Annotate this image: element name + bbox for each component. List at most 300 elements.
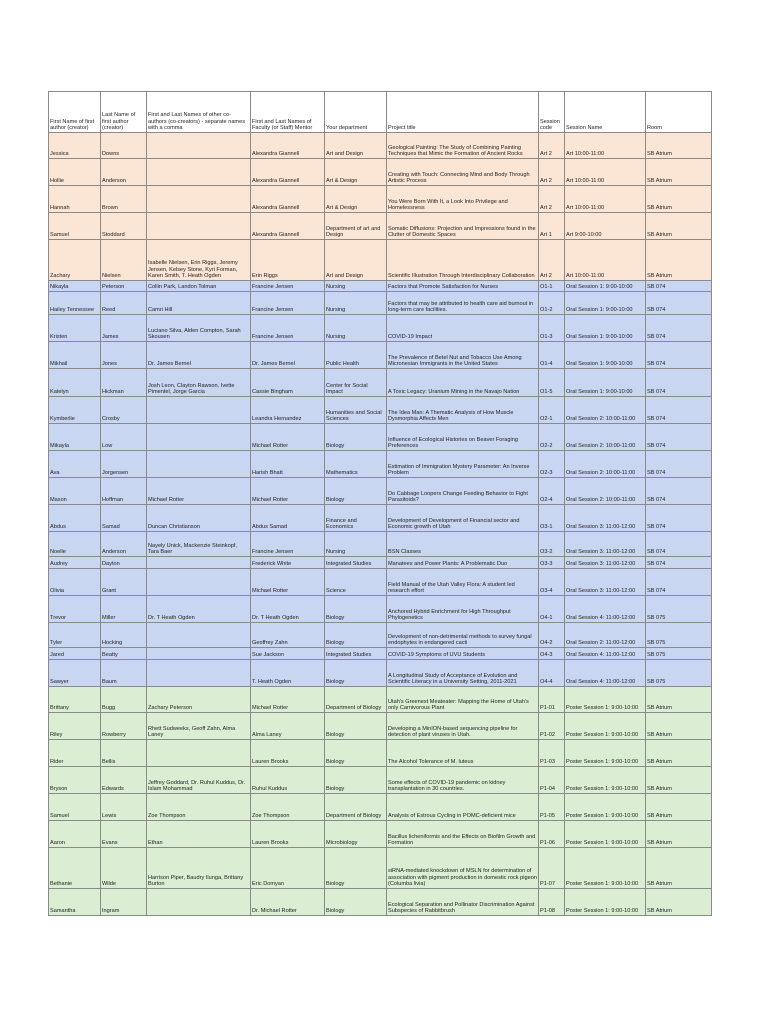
header-session-name: Session Name xyxy=(565,92,646,133)
first-name-cell: Mikayla xyxy=(49,424,101,451)
session-code-cell: O1-3 xyxy=(539,315,565,342)
table-row xyxy=(49,133,712,159)
session-name-cell: Oral Session 2: 10:00-11:00 xyxy=(565,397,646,424)
mentor-cell: Alexandra Giannell xyxy=(251,133,325,159)
department-cell: Biology xyxy=(325,889,387,916)
first-name-cell: Trevor xyxy=(49,596,101,623)
mentor-cell: Lauren Brooks xyxy=(251,821,325,848)
table-row xyxy=(49,794,712,821)
mentor-cell: Dr. T Heath Ogden xyxy=(251,596,325,623)
session-name-cell: Poster Session 1: 9:00-10:00 xyxy=(565,848,646,889)
project-title-cell: Manatees and Power Plants: A Problematic Duo xyxy=(387,557,539,569)
first-name-cell: Jared xyxy=(49,648,101,660)
table-body xyxy=(49,133,712,916)
session-name-cell: Art 10:00-11:00 xyxy=(565,159,646,186)
project-title-cell: COVID-19 Symptoms of UVU Students xyxy=(387,648,539,660)
mentor-cell: Sue Jackson xyxy=(251,648,325,660)
session-name-cell: Art 10:00-11:00 xyxy=(565,133,646,159)
session-code-cell: Art 2 xyxy=(539,159,565,186)
coauthors-cell xyxy=(147,451,251,478)
coauthors-cell xyxy=(147,648,251,660)
session-code-cell: O1-5 xyxy=(539,369,565,397)
project-title-cell: Do Cabbage Loopers Change Feeding Behavior to Fight Parasitoids? xyxy=(387,478,539,505)
project-title-cell: The Prevalence of Betel Nut and Tobacco Use Among Micronesian Immigrants in the United States xyxy=(387,342,539,369)
last-name-cell: Baum xyxy=(101,660,147,687)
room-cell: SB Atrium xyxy=(646,740,712,767)
table-row xyxy=(49,478,712,505)
session-code-cell: Art 1 xyxy=(539,213,565,240)
last-name-cell: Samad xyxy=(101,505,147,532)
room-cell: SB 075 xyxy=(646,596,712,623)
mentor-cell: Alexandra Giannell xyxy=(251,213,325,240)
last-name-cell: Beatty xyxy=(101,648,147,660)
last-name-cell: Low xyxy=(101,424,147,451)
session-name-cell: Oral Session 3: 11:00-12:00 xyxy=(565,557,646,569)
department-cell: Humanities and Social Sciences xyxy=(325,397,387,424)
project-title-cell: siRNA-mediated knockdown of MSLN for determination of association with pigment production in domestic rock pigeon (Columba livia) xyxy=(387,848,539,889)
mentor-cell: Alexandra Giannell xyxy=(251,186,325,213)
room-cell: SB Atrium xyxy=(646,767,712,794)
table-row xyxy=(49,848,712,889)
session-name-cell: Oral Session 2: 11:00-12:00 xyxy=(565,623,646,648)
coauthors-cell xyxy=(147,213,251,240)
coauthors-cell xyxy=(147,159,251,186)
session-name-cell: Oral Session 4: 11:00-12:00 xyxy=(565,648,646,660)
mentor-cell: Cassie Bingham xyxy=(251,369,325,397)
project-title-cell: Creating with Touch: Connecting Mind and Body Through Artistic Process xyxy=(387,159,539,186)
session-name-cell: Oral Session 1: 9:00-10:00 xyxy=(565,281,646,292)
session-code-cell: O3-2 xyxy=(539,532,565,557)
spreadsheet xyxy=(48,91,712,916)
project-title-cell: Influence of Ecological Histories on Beaver Foraging Preferences xyxy=(387,424,539,451)
presentation-schedule-table xyxy=(48,91,712,916)
last-name-cell: Reed xyxy=(101,292,147,315)
project-title-cell: Some effects of COVID-19 pandemic on kidney transplantation in 30 countries. xyxy=(387,767,539,794)
last-name-cell: Rowberry xyxy=(101,713,147,740)
department-cell: Biology xyxy=(325,660,387,687)
last-name-cell: Wilde xyxy=(101,848,147,889)
last-name-cell: Bugg xyxy=(101,687,147,713)
room-cell: SB 074 xyxy=(646,505,712,532)
department-cell: Biology xyxy=(325,596,387,623)
room-cell: SB 075 xyxy=(646,648,712,660)
header-coauthors: First and Last Names of other co-authors (co-creators) - separate names with a comma xyxy=(147,92,251,133)
table-row xyxy=(49,240,712,281)
coauthors-cell: Dr. James Bernel xyxy=(147,342,251,369)
first-name-cell: Hollie xyxy=(49,159,101,186)
table-row xyxy=(49,557,712,569)
table-row xyxy=(49,159,712,186)
last-name-cell: Crosby xyxy=(101,397,147,424)
department-cell: Nursing xyxy=(325,315,387,342)
session-name-cell: Oral Session 3: 11:00-12:00 xyxy=(565,532,646,557)
project-title-cell: A Longitudinal Study of Acceptance of Evolution and Scientific Literacy in a University Setting, 2011-2021 xyxy=(387,660,539,687)
mentor-cell: Francine Jensen xyxy=(251,281,325,292)
mentor-cell: T. Heath Ogden xyxy=(251,660,325,687)
project-title-cell: Utah's Greenest Meateater: Mapping the Home of Utah's only Carnivorous Plant xyxy=(387,687,539,713)
department-cell: Biology xyxy=(325,848,387,889)
session-name-cell: Poster Session 1: 9:00-10:00 xyxy=(565,794,646,821)
first-name-cell: Hannah xyxy=(49,186,101,213)
coauthors-cell: Isabelle Nielsen, Erin Riggs, Jeremy Jensen, Kelsey Stone, Kyri Forman, Karen Smith, T. Heath Ogden xyxy=(147,240,251,281)
first-name-cell: Zachary xyxy=(49,240,101,281)
session-code-cell: O4-2 xyxy=(539,623,565,648)
coauthors-cell: Michael Rotter xyxy=(147,478,251,505)
mentor-cell: Michael Rotter xyxy=(251,478,325,505)
coauthors-cell: Duncan Christianson xyxy=(147,505,251,532)
first-name-cell: Nikayla xyxy=(49,281,101,292)
first-name-cell: Samuel xyxy=(49,794,101,821)
session-code-cell: P1-03 xyxy=(539,740,565,767)
department-cell: Nursing xyxy=(325,281,387,292)
last-name-cell: Nielsen xyxy=(101,240,147,281)
coauthors-cell xyxy=(147,133,251,159)
session-name-cell: Oral Session 2: 10:00-11:00 xyxy=(565,478,646,505)
room-cell: SB 074 xyxy=(646,281,712,292)
coauthors-cell xyxy=(147,660,251,687)
room-cell: SB 074 xyxy=(646,397,712,424)
coauthors-cell: Nayely Unick, Mackenzie Steinkopf, Tara Baer xyxy=(147,532,251,557)
first-name-cell: Brittany xyxy=(49,687,101,713)
department-cell: Integrated Studies xyxy=(325,557,387,569)
mentor-cell: Lauren Brooks xyxy=(251,740,325,767)
last-name-cell: Evans xyxy=(101,821,147,848)
mentor-cell: Dr. James Bernel xyxy=(251,342,325,369)
table-row xyxy=(49,623,712,648)
department-cell: Art and Design xyxy=(325,240,387,281)
session-name-cell: Poster Session 1: 9:00-10:00 xyxy=(565,821,646,848)
mentor-cell: Francine Jensen xyxy=(251,292,325,315)
room-cell: SB Atrium xyxy=(646,186,712,213)
department-cell: Mathematics xyxy=(325,451,387,478)
room-cell: SB 074 xyxy=(646,342,712,369)
department-cell: Nursing xyxy=(325,292,387,315)
department-cell: Biology xyxy=(325,713,387,740)
first-name-cell: Mikhail xyxy=(49,342,101,369)
coauthors-cell xyxy=(147,557,251,569)
project-title-cell: Factors that may be attributed to health care aid burnout in long-term care facilities. xyxy=(387,292,539,315)
mentor-cell: Dr. Michael Rotter xyxy=(251,889,325,916)
room-cell: SB Atrium xyxy=(646,159,712,186)
mentor-cell: Alexandra Giannell xyxy=(251,159,325,186)
session-name-cell: Art 10:00-11:00 xyxy=(565,240,646,281)
room-cell: SB 075 xyxy=(646,623,712,648)
project-title-cell: Estimation of Immigration Mystery Parameter: An Inverse Problem xyxy=(387,451,539,478)
table-row xyxy=(49,889,712,916)
mentor-cell: Harish Bhatt xyxy=(251,451,325,478)
first-name-cell: Olivia xyxy=(49,569,101,596)
session-code-cell: O3-1 xyxy=(539,505,565,532)
department-cell: Biology xyxy=(325,623,387,648)
coauthors-cell: Camri Hill xyxy=(147,292,251,315)
session-name-cell: Oral Session 4: 11:00-12:00 xyxy=(565,596,646,623)
room-cell: SB 074 xyxy=(646,292,712,315)
room-cell: SB 074 xyxy=(646,369,712,397)
last-name-cell: Ingram xyxy=(101,889,147,916)
last-name-cell: Hickman xyxy=(101,369,147,397)
session-code-cell: O4-1 xyxy=(539,596,565,623)
first-name-cell: Mason xyxy=(49,478,101,505)
mentor-cell: Frederick White xyxy=(251,557,325,569)
last-name-cell: Hoffman xyxy=(101,478,147,505)
table-row xyxy=(49,342,712,369)
session-code-cell: P1-07 xyxy=(539,848,565,889)
project-title-cell: Bacillus licheniformis and the Effects on Biofilm Growth and Formation xyxy=(387,821,539,848)
last-name-cell: Grant xyxy=(101,569,147,596)
department-cell: Biology xyxy=(325,740,387,767)
room-cell: SB Atrium xyxy=(646,794,712,821)
table-row xyxy=(49,660,712,687)
session-name-cell: Art 9:00-10:00 xyxy=(565,213,646,240)
first-name-cell: Sawyer xyxy=(49,660,101,687)
header-last-name: Last Name of first author (creator) xyxy=(101,92,147,133)
room-cell: SB 074 xyxy=(646,315,712,342)
mentor-cell: Geoffrey Zahn xyxy=(251,623,325,648)
project-title-cell: The Idea Man: A Thematic Analysis of How Muscle Dysmorphia Affects Men xyxy=(387,397,539,424)
department-cell: Biology xyxy=(325,767,387,794)
last-name-cell: Peterson xyxy=(101,281,147,292)
session-name-cell: Oral Session 2: 10:00-11:00 xyxy=(565,451,646,478)
first-name-cell: Tyler xyxy=(49,623,101,648)
project-title-cell: The Alcohol Tolerance of M. luteus xyxy=(387,740,539,767)
project-title-cell: A Toxic Legacy: Uranium Mining in the Navajo Nation xyxy=(387,369,539,397)
session-code-cell: O4-4 xyxy=(539,660,565,687)
last-name-cell: Lewis xyxy=(101,794,147,821)
first-name-cell: Kymberlie xyxy=(49,397,101,424)
mentor-cell: Michael Rotter xyxy=(251,687,325,713)
mentor-cell: Michael Rotter xyxy=(251,569,325,596)
coauthors-cell xyxy=(147,889,251,916)
last-name-cell: Anderson xyxy=(101,532,147,557)
project-title-cell: Field Manual of the Utah Valley Flora: A student led research effort xyxy=(387,569,539,596)
department-cell: Finance and Economics xyxy=(325,505,387,532)
room-cell: SB Atrium xyxy=(646,848,712,889)
mentor-cell: Erin Riggs xyxy=(251,240,325,281)
room-cell: SB 074 xyxy=(646,478,712,505)
session-name-cell: Poster Session 1: 9:00-10:00 xyxy=(565,889,646,916)
department-cell: Department of Biology xyxy=(325,687,387,713)
session-name-cell: Oral Session 1: 9:00-10:00 xyxy=(565,369,646,397)
coauthors-cell xyxy=(147,740,251,767)
session-code-cell: Art 2 xyxy=(539,240,565,281)
session-name-cell: Poster Session 1: 9:00-10:00 xyxy=(565,713,646,740)
last-name-cell: Stoddard xyxy=(101,213,147,240)
mentor-cell: Eric Domyan xyxy=(251,848,325,889)
room-cell: SB Atrium xyxy=(646,889,712,916)
session-code-cell: P1-04 xyxy=(539,767,565,794)
last-name-cell: Dayton xyxy=(101,557,147,569)
last-name-cell: Downs xyxy=(101,133,147,159)
last-name-cell: Miller xyxy=(101,596,147,623)
mentor-cell: Leandra Hernandez xyxy=(251,397,325,424)
coauthors-cell: Ethan xyxy=(147,821,251,848)
coauthors-cell: Luciano Silva, Alden Compton, Sarah Skousen xyxy=(147,315,251,342)
project-title-cell: Somatic Diffusions: Projection and Impressions found in the Clutter of Domestic Spaces xyxy=(387,213,539,240)
session-name-cell: Oral Session 1: 9:00-10:00 xyxy=(565,292,646,315)
session-code-cell: O3-3 xyxy=(539,557,565,569)
department-cell: Nursing xyxy=(325,532,387,557)
last-name-cell: Brown xyxy=(101,186,147,213)
last-name-cell: James xyxy=(101,315,147,342)
coauthors-cell: Dr. T Heath Ogden xyxy=(147,596,251,623)
table-row xyxy=(49,424,712,451)
table-row xyxy=(49,648,712,660)
department-cell: Art & Design xyxy=(325,186,387,213)
mentor-cell: Alma Laney xyxy=(251,713,325,740)
room-cell: SB Atrium xyxy=(646,240,712,281)
project-title-cell: Factors that Promote Satisfaction for Nurses xyxy=(387,281,539,292)
last-name-cell: Jones xyxy=(101,342,147,369)
first-name-cell: Bethanie xyxy=(49,848,101,889)
last-name-cell: Jorgensen xyxy=(101,451,147,478)
project-title-cell: Developing a MinION-based sequencing pipeline for detection of plant viruses in Utah. xyxy=(387,713,539,740)
session-code-cell: O4-3 xyxy=(539,648,565,660)
table-row xyxy=(49,687,712,713)
mentor-cell: Francine Jensen xyxy=(251,315,325,342)
first-name-cell: Samuel xyxy=(49,213,101,240)
table-row xyxy=(49,397,712,424)
last-name-cell: Bellis xyxy=(101,740,147,767)
project-title-cell: Anchored Hybrid Enrichment for High Throughput Phylogenetics xyxy=(387,596,539,623)
mentor-cell: Zoe Thompson xyxy=(251,794,325,821)
session-code-cell: O2-3 xyxy=(539,451,565,478)
table-row xyxy=(49,315,712,342)
last-name-cell: Hocking xyxy=(101,623,147,648)
first-name-cell: Noelle xyxy=(49,532,101,557)
coauthors-cell xyxy=(147,424,251,451)
session-name-cell: Oral Session 4: 11:00-12:00 xyxy=(565,660,646,687)
session-code-cell: O3-4 xyxy=(539,569,565,596)
session-code-cell: P1-02 xyxy=(539,713,565,740)
session-name-cell: Oral Session 3: 11:00-12:00 xyxy=(565,505,646,532)
coauthors-cell: Jeffrey Goddard, Dr. Ruhul Kuddus, Dr. Islam Mohammad xyxy=(147,767,251,794)
room-cell: SB Atrium xyxy=(646,713,712,740)
mentor-cell: Ruhul Kuddus xyxy=(251,767,325,794)
first-name-cell: Riley xyxy=(49,713,101,740)
first-name-cell: Ava xyxy=(49,451,101,478)
project-title-cell: BSN Classes xyxy=(387,532,539,557)
first-name-cell: Katelyn xyxy=(49,369,101,397)
table-row xyxy=(49,767,712,794)
table-row xyxy=(49,569,712,596)
header-department: Your department xyxy=(325,92,387,133)
project-title-cell: Geological Painting: The Study of Combining Painting Techniques that Mimic the Formation of Ancient Rocks xyxy=(387,133,539,159)
mentor-cell: Abdus Samad xyxy=(251,505,325,532)
coauthors-cell: Josh Leon, Clayton Rawson, Ivette Pimentel, Jorge Garcia xyxy=(147,369,251,397)
table-row xyxy=(49,281,712,292)
first-name-cell: Jessica xyxy=(49,133,101,159)
session-name-cell: Oral Session 1: 9:00-10:00 xyxy=(565,342,646,369)
session-code-cell: P1-06 xyxy=(539,821,565,848)
session-code-cell: O1-2 xyxy=(539,292,565,315)
room-cell: SB 075 xyxy=(646,660,712,687)
session-code-cell: P1-01 xyxy=(539,687,565,713)
header-mentor: First and Last Names of Faculty (or Staff) Mentor xyxy=(251,92,325,133)
table-row xyxy=(49,713,712,740)
header-first-name: First Name of first author (creator) xyxy=(49,92,101,133)
first-name-cell: Bryson xyxy=(49,767,101,794)
first-name-cell: Aaron xyxy=(49,821,101,848)
session-code-cell: O2-4 xyxy=(539,478,565,505)
coauthors-cell: Harrison Piper, Baudry Ilunga, Brittany Burton xyxy=(147,848,251,889)
project-title-cell: Development of Development of Financial sector and Economic growth of Utah xyxy=(387,505,539,532)
project-title-cell: Scientific Illustration Through Interdisciplinary Collaboration xyxy=(387,240,539,281)
project-title-cell: COVID-19 Impact xyxy=(387,315,539,342)
project-title-cell: Analysis of Estrous Cycling in POMC-deficient mice xyxy=(387,794,539,821)
session-name-cell: Art 10:00-11:00 xyxy=(565,186,646,213)
project-title-cell: You Were Born With It, a Look Into Privilege and Homelessness xyxy=(387,186,539,213)
table-row xyxy=(49,451,712,478)
room-cell: SB Atrium xyxy=(646,213,712,240)
table-row xyxy=(49,505,712,532)
coauthors-cell: Collin Park, Landon Tolman xyxy=(147,281,251,292)
room-cell: SB Atrium xyxy=(646,687,712,713)
room-cell: SB 074 xyxy=(646,532,712,557)
session-code-cell: O2-1 xyxy=(539,397,565,424)
coauthors-cell xyxy=(147,186,251,213)
first-name-cell: Samantha xyxy=(49,889,101,916)
department-cell: Center for Social Impact xyxy=(325,369,387,397)
table-header xyxy=(49,92,712,133)
coauthors-cell xyxy=(147,397,251,424)
room-cell: SB 074 xyxy=(646,557,712,569)
session-name-cell: Poster Session 1: 9:00-10:00 xyxy=(565,740,646,767)
department-cell: Science xyxy=(325,569,387,596)
table-row xyxy=(49,369,712,397)
room-cell: SB 074 xyxy=(646,424,712,451)
department-cell: Art and Design xyxy=(325,133,387,159)
project-title-cell: Development of non-detrimental methods to survey fungal endophytes in endangered cacti xyxy=(387,623,539,648)
department-cell: Microbiology xyxy=(325,821,387,848)
table-row xyxy=(49,186,712,213)
table-row xyxy=(49,596,712,623)
room-cell: SB 074 xyxy=(646,451,712,478)
department-cell: Biology xyxy=(325,478,387,505)
mentor-cell: Francine Jensen xyxy=(251,532,325,557)
session-code-cell: O1-1 xyxy=(539,281,565,292)
table-row xyxy=(49,213,712,240)
last-name-cell: Anderson xyxy=(101,159,147,186)
coauthors-cell: Zachary Peterson xyxy=(147,687,251,713)
department-cell: Biology xyxy=(325,424,387,451)
header-session-code: Session code xyxy=(539,92,565,133)
session-code-cell: Art 2 xyxy=(539,133,565,159)
coauthors-cell: Rhett Sudweeks, Geoff Zahn, Alma Laney xyxy=(147,713,251,740)
first-name-cell: Kristen xyxy=(49,315,101,342)
room-cell: SB Atrium xyxy=(646,821,712,848)
first-name-cell: Hailey Tennessee xyxy=(49,292,101,315)
coauthors-cell: Zoe Thompson xyxy=(147,794,251,821)
session-name-cell: Poster Session 1: 9:00-10:00 xyxy=(565,767,646,794)
session-code-cell: O2-2 xyxy=(539,424,565,451)
table-row xyxy=(49,821,712,848)
coauthors-cell xyxy=(147,569,251,596)
first-name-cell: Abdus xyxy=(49,505,101,532)
session-code-cell: Art 2 xyxy=(539,186,565,213)
project-title-cell: Ecological Separation and Pollinator Discrimination Against Subspecies of Rabbitbrush xyxy=(387,889,539,916)
table-row xyxy=(49,740,712,767)
session-name-cell: Oral Session 1: 9:00-10:00 xyxy=(565,315,646,342)
department-cell: Art & Design xyxy=(325,159,387,186)
room-cell: SB 074 xyxy=(646,569,712,596)
department-cell: Department of art and Design xyxy=(325,213,387,240)
department-cell: Department of Biology xyxy=(325,794,387,821)
room-cell: SB Atrium xyxy=(646,133,712,159)
session-code-cell: O1-4 xyxy=(539,342,565,369)
session-name-cell: Oral Session 3: 11:00-12:00 xyxy=(565,569,646,596)
coauthors-cell xyxy=(147,623,251,648)
header-project-title: Project title xyxy=(387,92,539,133)
